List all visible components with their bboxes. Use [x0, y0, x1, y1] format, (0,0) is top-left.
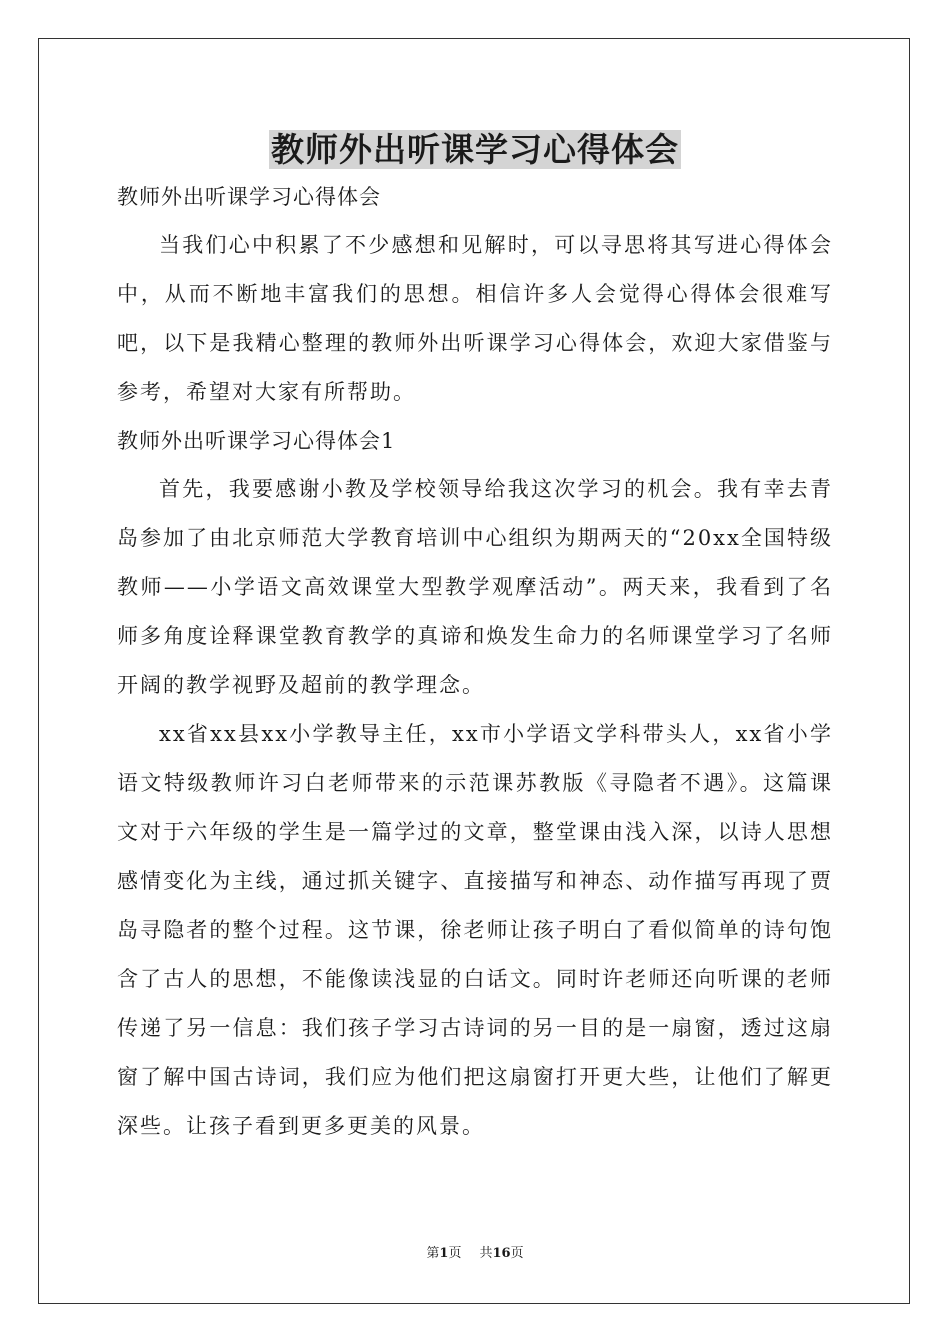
section-heading: 教师外出听课学习心得体会1 — [117, 429, 396, 453]
total-prefix: 共 — [479, 1246, 493, 1261]
body-paragraph: 首先，我要感谢小教及学校领导给我这次学习的机会。我有幸去青岛参加了由北京师范大学教育培训中心组织为期两天的“20xx全国特级教师——小学语文高效课堂大型教学观摩活动”。两天来，我看到了名师多角度诠释课堂教育教学的真谛和焕发生命力的名师课堂学习了名师开阔的教学视野及超前的教学理念。 — [117, 477, 833, 697]
document-body — [117, 173, 833, 1151]
document-subtitle: 教师外出听课学习心得体会 — [117, 185, 381, 209]
page-suffix: 页 — [448, 1246, 462, 1261]
total-pages-number: 16 — [492, 1246, 511, 1261]
body-paragraph: xx省xx县xx小学教导主任，xx市小学语文学科带头人，xx省小学语文特级教师许习白老师带来的示范课苏教版《寻隐者不遇》。这篇课文对于六年级的学生是一篇学过的文章，整堂课由浅入深，以诗人思想感情变化为主线，通过抓关键字、直接描写和神态、动作描写再现了贾岛寻隐者的整个过程。这节课，徐老师让孩子明白了看似简单的诗句饱含了古人的思想，不能像读浅显的白话文。同时许老师还向听课的老师传递了另一信息：我们孩子学习古诗词的另一目的是一扇窗，透过这扇窗了解中国古诗词，我们应为他们把这扇窗打开更大些，让他们了解更深些。让孩子看到更多更美的风景。 — [117, 722, 833, 1138]
intro-paragraph: 当我们心中积累了不少感想和见解时，可以寻思将其写进心得体会中，从而不断地丰富我们的思想。相信许多人会觉得心得体会很难写吧，以下是我精心整理的教师外出听课学习心得体会，欢迎大家借鉴与参考，希望对大家有所帮助。 — [117, 233, 833, 404]
page-footer — [0, 1244, 950, 1264]
current-page-number: 1 — [439, 1246, 449, 1261]
document-title — [0, 122, 950, 178]
page-prefix: 第 — [426, 1246, 440, 1261]
document-title-text: 教师外出听课学习心得体会 — [271, 130, 679, 169]
total-suffix: 页 — [510, 1246, 524, 1261]
